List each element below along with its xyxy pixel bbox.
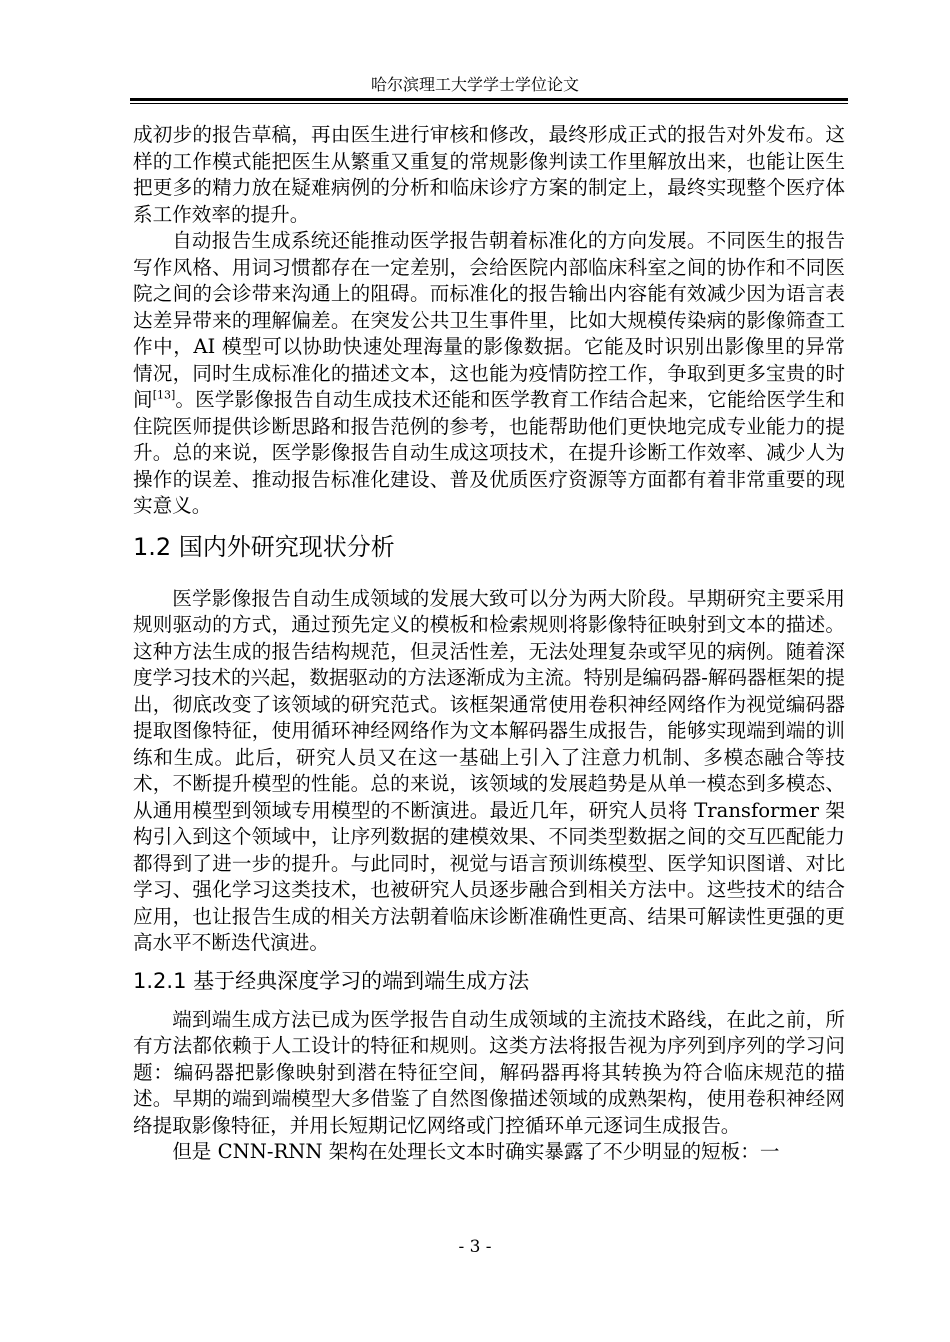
header-rule-thick [130, 98, 848, 101]
paragraph-standardization [133, 228, 845, 520]
paragraph-cnn-rnn: 但是 CNN-RNN 架构在处理长文本时确实暴露了不少明显的短板：一 [172, 1140, 780, 1163]
paragraph-end-to-end: 端到端生成方法已成为医学报告自动生成领域的主流技术路线，在此之前，所有方法都依赖于人工设计的特征和规则。这类方法将报告视为序列到序列的学习问题：编码器把影像映射到潜在特征空间，解码器再将其转换为符合临床规范的描述。早期的端到端模型大多借鉴了自然图像描述领域的成熟架构，使用卷积神经网络提取影像特征，并用长短期记忆网络或门控循环单元逐词生成报告。 [133, 1007, 845, 1137]
paragraph-continued: 成初步的报告草稿，再由医生进行审核和修改，最终形成正式的报告对外发布。这样的工作模式能把医生从繁重又重复的常规影像判读工作里解放出来，也能让医生把更多的精力放在疑难病例的分析和临床诊疗方案的制定上，最终实现整个医疗体系工作效率的提升。 [133, 123, 845, 226]
header-rule-thin [130, 103, 848, 104]
paragraph-text: 自动报告生成系统还能推动医学报告朝着标准化的方向发展。不同医生的报告写作风格、用词习惯都存在一定差别，会给医院内部临床科室之间的协作和不同医院之间的会诊带来沟通上的阻碍。而标准化的报告输出内容能有效减少因为语言表达差异带来的理解偏差。在突发公共卫生事件里，比如大规模传染病的影像筛查工作中，AI 模型可以协助快速处理海量的影像数据。它能及时识别出影像里的异常情况，同时生成标准化的描述文本，这也能为疫情防控工作，争取到更多宝贵的时间 [133, 229, 845, 411]
running-header: 哈尔滨理工大学学士学位论文 [370, 75, 579, 94]
section-heading-1-2: 1.2 国内外研究现状分析 [133, 532, 395, 561]
citation-ref: [13] [152, 388, 176, 402]
subsection-heading-1-2-1: 1.2.1 基于经典深度学习的端到端生成方法 [133, 968, 530, 993]
paragraph-text: 。医学影像报告自动生成技术还能和医学教育工作结合起来，它能给医学生和住院医师提供诊断思路和报告范例的参考，也能帮助他们更快地完成专业能力的提升。总的来说，医学影像报告自动生成这项技术，在提升诊断工作效率、减少人为操作的误差、推动报告标准化建设、普及优质医疗资源等方面都有着非常重要的现实意义。 [133, 388, 846, 517]
paragraph-research-status: 医学影像报告自动生成领域的发展大致可以分为两大阶段。早期研究主要采用规则驱动的方式，通过预先定义的模板和检索规则将影像特征映射到文本的描述。这种方法生成的报告结构规范，但灵活性差，无法处理复杂或罕见的病例。随着深度学习技术的兴起，数据驱动的方法逐渐成为主流。特别是编码器-解码器框架的提出，彻底改变了该领域的研究范式。该框架通常使用卷积神经网络作为视觉编码器提取图像特征，使用循环神经网络作为文本解码器生成报告，能够实现端到端的训练和生成。此后，研究人员又在这一基础上引入了注意力机制、多模态融合等技术，不断提升模型的性能。总的来说，该领域的发展趋势是从单一模态到多模态、从通用模型到领域专用模型的不断演进。最近几年，研究人员将 Transformer 架构引入到这个领域中，让序列数据的建模效果、不同类型数据之间的交互匹配能力都得到了进一步的提升。与此同时，视觉与语言预训练模型、医学知识图谱、对比学习、强化学习这类技术，也被研究人员逐步融合到相关方法中。这些技术的结合应用，也让报告生成的相关方法朝着临床诊断准确性更高、结果可解读性更强的更高水平不断迭代演进。 [133, 586, 845, 954]
body-text [133, 122, 845, 1166]
page-number: - 3 - [458, 1237, 492, 1257]
